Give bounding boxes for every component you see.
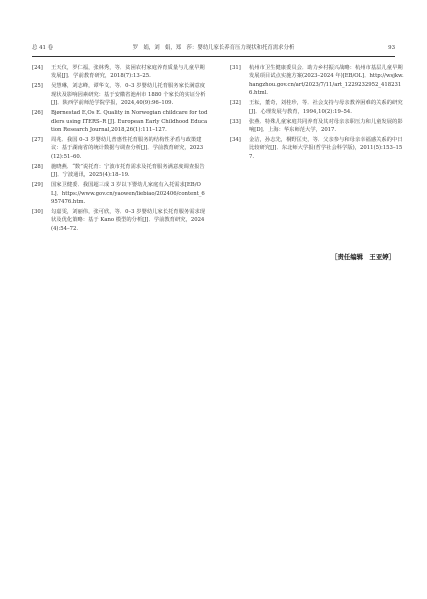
reference-item <box>230 136 406 161</box>
reference-text: 勾嘉雯，刘丽伟，张可欣，等．0–3 岁婴幼儿家长托育服务需求现状及优化策略：基于 Kano 模型的分析[J]．学前教育研究，2024(4):54–72. <box>51 209 206 232</box>
reference-text: 王耘，董奇，刘桂珍，等．社会支持与母亲教养困难的关系的研究[J]．心理发展与教育，1994,10(2):19–54. <box>249 100 403 115</box>
reference-text: 周兆．我国 0–3 岁婴幼儿普惠性托育服务的结构性矛盾与政策建议：基于湖南省的统计数据与调查分析[J]．学前教育研究，2023(12):51–60. <box>51 137 204 160</box>
reference-item <box>230 118 406 135</box>
reference-text: 金洁，孙志先，桐野匡史，等．父亲参与和母亲幸福感关系的中日比较研究[J]．东北师大学报(哲学社会科学版)，2011(5):153–157. <box>249 137 403 160</box>
reference-text: 王天仪，罗仁福，张林秀，等．贫困农村家庭养育质量与儿童早期发展[J]．学前教育研究，2018(7):13–25. <box>51 65 205 80</box>
reference-number: [31] <box>230 65 241 71</box>
reference-number: [24] <box>32 65 43 71</box>
reference-text: 吴慧琳，刘志峰，谭华文，等．0–3 岁婴幼儿托育服务家长满意度现状及影响因素研究：基于安徽省池州市 1880 个家长的实证分析[J]．陕西学前师范学院学报，2024,40(9):96–109. <box>51 83 206 107</box>
reference-number: [33] <box>230 118 241 125</box>
volume-label: 总 41 卷 <box>32 45 54 51</box>
reference-number: [27] <box>32 137 43 144</box>
reference-text: 国家卫健委．我国超三成 3 岁以下婴幼儿家庭有入托需求[EB/OL]．https://www.gov.cn/yaowen/liebiao/202406/content_6957476.htm. <box>51 182 205 206</box>
reference-item <box>32 181 208 206</box>
reference-text: 施晓燕．“数”说托育：宁波市托育需求及托育服务满意度调查报告[J]．宁波通讯，2025(4):18–19. <box>51 163 205 179</box>
reference-item <box>32 208 208 233</box>
reference-number: [25] <box>32 83 43 90</box>
reference-number: [30] <box>32 209 43 216</box>
responsible-editor: ［责任编辑 王亚婷］ <box>331 253 395 261</box>
header-divider <box>32 56 395 57</box>
reference-number: [34] <box>230 137 241 144</box>
reference-item <box>230 99 406 116</box>
running-header <box>32 42 395 54</box>
reference-item <box>32 163 208 180</box>
reference-text: 杭州市卫生健康委员会．助力乡村振兴战略：杭州市基层儿童早期发展项目试点实施方案(2023–2024 年)[EB/OL]．http://wsjkw.hangzhou.gov.cn/art/2023/7/11/art_1229232952_4182316.html. <box>249 65 404 97</box>
reference-item <box>32 109 208 134</box>
page-number: 93 <box>388 45 395 51</box>
reference-item <box>230 64 406 98</box>
references-right-column <box>230 64 406 163</box>
reference-item <box>32 136 208 161</box>
references-left-column <box>32 64 208 235</box>
article-running-title: 罗 娟，刘 娟，郑 莎：婴幼儿家长养育压力现状和托育需求分析 <box>132 45 295 51</box>
reference-item <box>32 64 208 81</box>
reference-number: [26] <box>32 110 43 117</box>
reference-number: [28] <box>32 163 43 170</box>
reference-number: [32] <box>230 100 241 107</box>
reference-text: Bjørnestad E,Os E. Quality in Norwegian childcare for toddlers using ITERS–R [J]. European Early Childhood Education Research Journal,2018,26(1):111–127. <box>51 110 208 134</box>
reference-number: [29] <box>32 182 43 189</box>
reference-text: 张燕．特殊儿童家庭共同养育及其对母亲亲职压力和儿童发展的影响[D]．上海：华东师范大学，2017. <box>249 118 403 134</box>
reference-item <box>32 82 208 107</box>
